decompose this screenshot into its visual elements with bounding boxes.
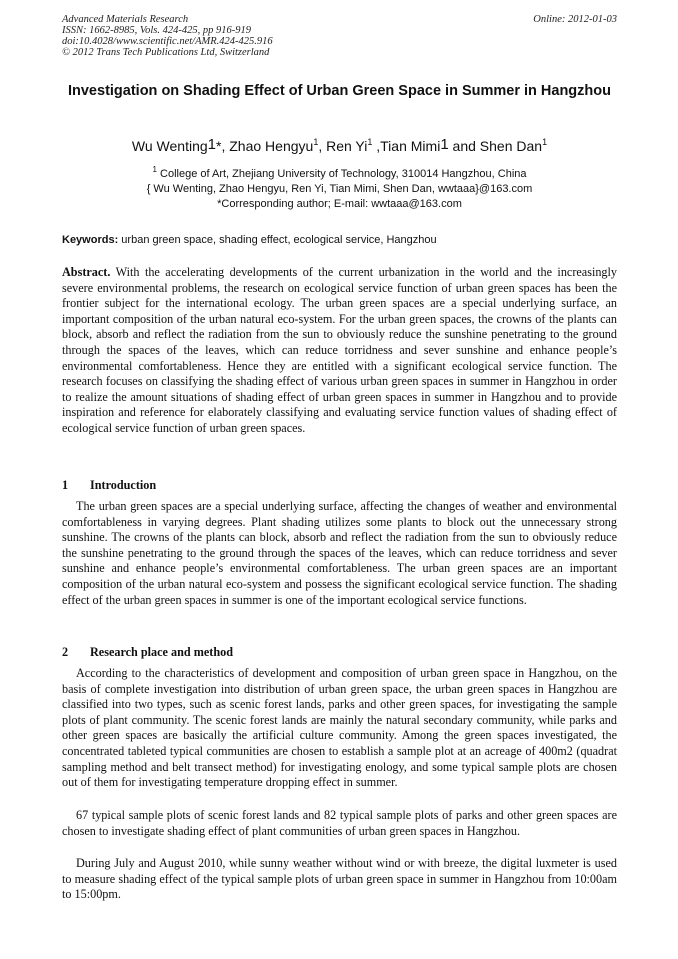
author-4-sup: 1 [440, 136, 449, 153]
section-2-title: Research place and method [90, 645, 233, 659]
keywords-text: urban green space, shading effect, ecological service, Hangzhou [118, 234, 437, 246]
journal-name: Advanced Materials Research [62, 14, 189, 25]
author-2-sup: 1 [313, 137, 319, 147]
journal-header [62, 14, 617, 58]
affiliation-sup: 1 [152, 165, 157, 174]
author-3-sup: 1 [367, 137, 373, 147]
online-date: Online: 2012-01-03 [533, 14, 617, 25]
copyright-line: © 2012 Trans Tech Publications Ltd, Switzerland [62, 47, 270, 58]
section-1-heading [62, 478, 156, 493]
author-1-sup: 1 [207, 136, 217, 153]
issn-line: ISSN: 1662-8985, Vols. 424-425, pp 916-919 [62, 25, 251, 36]
section-2-paragraph-1: According to the characteristics of development and composition of urban green space in Hangzhou, on the basis of complete investigation into distribution of urban green space, the urban green spaces in Hangzhou are classified into two types, such as scenic forest lands, parks and other green spaces, for investigating the sample plots of plant community. The scenic forest lands are mainly the natural secondary community, while parks and other green spaces are basically the artificial culture community. Among the green spaces investigated, the concentrated tableted typical communities are chosen to establish a sample plot at an acreage of 400m2 (quadrat sampling method and belt transect method) for investigating enology, and some typical sample plots are chosen out of them for investigating temperature dropping effect in summer. [62, 666, 617, 790]
abstract-paragraph [62, 265, 617, 437]
section-1-number: 1 [62, 478, 69, 492]
paper-title: Investigation on Shading Effect of Urban Green Space in Summer in Hangzhou [67, 83, 611, 99]
author-1: Wu Wenting [131, 138, 208, 154]
author-2: Zhao Hengyu [225, 138, 314, 154]
doi-line: doi:10.4028/www.scientific.net/AMR.424-425.916 [62, 36, 273, 47]
author-5-sup: 1 [542, 137, 548, 147]
section-2-paragraph-3: During July and August 2010, while sunny weather without wind or with breeze, the digital luxmeter is used to measure shading effect of the typical sample plots of urban green space in summer in Hangzhou from 10:00am to 15:00pm. [62, 856, 617, 902]
abstract-label: Abstract. [62, 265, 111, 279]
author-list [62, 132, 617, 156]
section-1-title: Introduction [90, 478, 157, 492]
affiliation-block [62, 162, 617, 212]
section-1-paragraph-1: The urban green spaces are a special underlying surface, affecting the changes of weather and environmental comfortableness in varying degrees. Plant shading utilizes some plants to block out the unnecessary strong sunshine. The crowns of the plants can block, absorb and reflect the radiation from the sun to obviously reduce the sunshine penetrating to the ground through the spaces of the leaves, which can reduce torridness and sever sunshine and enhance people’s environmental comfortableness. The urban green spaces are an important composition of the urban natural eco-system and possess the significant ecological service function. The shading effect of the urban green spaces in summer is one of the important ecological service functions. [62, 499, 617, 607]
author-4: ,Tian Mimi [372, 138, 441, 154]
affiliation-emails: { Wu Wenting, Zhao Hengyu, Ren Yi, Tian Mimi, Shen Dan, wwtaaa}@163.com [146, 183, 533, 195]
section-2-paragraph-2: 67 typical sample plots of scenic forest lands and 82 typical sample plots of parks and other green spaces are chosen to investigate shading effect of plant communities of urban green spaces in Hangzhou. [62, 808, 617, 838]
author-5: and Shen Dan [448, 138, 543, 154]
affiliation-line-1 [62, 162, 617, 182]
keywords-label: Keywords: [62, 234, 119, 246]
abstract-text: With the accelerating developments of the current urbanization in the world and the increasingly severe environmental problems, the research on ecological service function of urban green spaces has been the frontier subject for the international ecology. The urban green spaces are a special underlying surface, an important composition of the urban natural eco-system. For the urban green spaces, the crowns of the plants can block, absorb and reflect the radiation from the sun to obviously reduce the sunshine penetrating to the ground through the spaces of the leaves, which can reduce torridness and sever sunshine and enhance people’s environmental comfortableness. Hence they are entitled with a significant ecological service function. The research focuses on classifying the shading effect of various urban green spaces in summer in Hangzhou in order to realize the amount situations of shading effect of urban green spaces in summer in Hangzhou and to provide inspiration and reference for elaborately classifying and evaluating service function values of shading effect of ecological service function of urban green spaces. [62, 265, 617, 435]
keywords-line [62, 233, 617, 247]
author-3: , Ren Yi [318, 138, 368, 154]
author-1-star: *, [216, 138, 226, 154]
affiliation-text: College of Art, Zhejiang University of Technology, 310014 Hangzhou, China [156, 168, 527, 180]
corresponding-author: *Corresponding author; E-mail: wwtaaa@163.com [217, 198, 462, 210]
section-2-number: 2 [62, 645, 69, 659]
section-2-heading [62, 645, 233, 660]
